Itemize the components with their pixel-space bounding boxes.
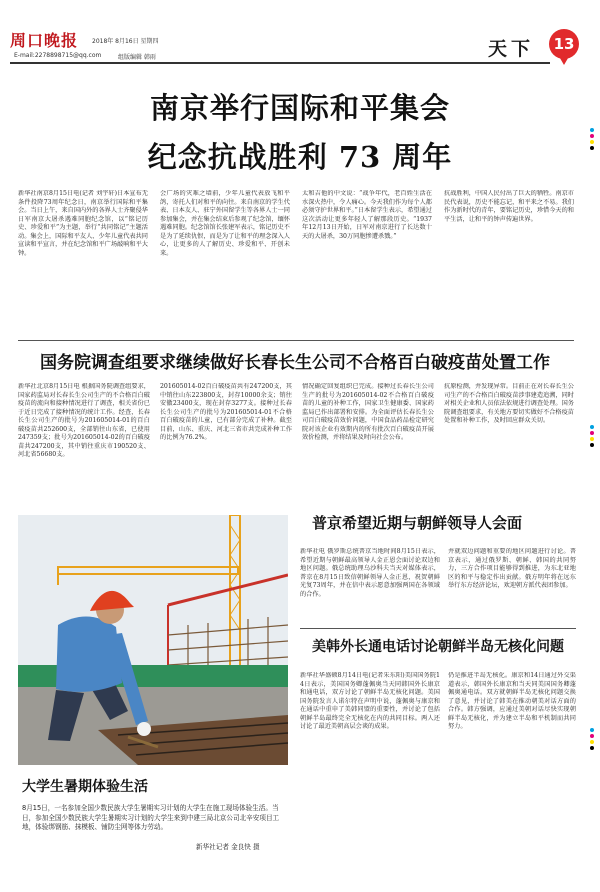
email-address: E-mail:2278898715@qq.com: [14, 52, 102, 59]
main-story-column-1: 新华社南京8月15日电(记者 刘宇轩)日本宣布无条件投降73周年纪念日，南京举行国际和平集会。当日上午，来自国内外的各界人士齐聚侵华日军南京大屠杀遇难同胞纪念馆，以“铭记历史、珍爱和平”为主题，举行“共同铭记”主题活动。集会上，国际和平友人、少年儿童代表共同宣读和平宣言，并在纪念馆和平广场敲响和平大钟。: [18, 190, 148, 257]
story3-column-1: 新华社电 俄罗斯总统普京当地时间8月15日表示，希望近期与朝鲜最高领导人金正恩会面讨论双边和地区问题。俄总统助理乌沙科夫当天对媒体表示，普京在8月15日致信朝鲜领导人金正恩，祝贺朝鲜光复73周年，并在信中表示愿意加强两国在各领域的合作。: [300, 548, 440, 598]
main-story-column-2: 会广场的灾难之墙前，少年儿童代表放飞和平鸽，寄托人们对和平的向往。来自南京的学生代表、日本友人、驻宁外国留学生等各界人士一同参加集会，并在集会结束后参观了纪念馆，缅怀遇难同胞。纪念馆馆长张建军表示，铭记历史不是为了延续仇恨，而是为了让和平的理念深入人心，让更多的人了解历史、珍爱和平、开创未来。: [160, 190, 290, 257]
issue-date: 2018年 8月16日 星期四: [92, 38, 159, 45]
main-headline-line1: 南京举行国际和平集会: [149, 91, 450, 125]
section-title: 天下: [488, 38, 535, 60]
main-story-column-4: 抗战胜利，中国人民付出了巨大的牺牲。南京市民代表说，历史不能忘记，和平来之不易。我们作为新时代的青年，要铭记历史，珍惜今天的和平生活，让和平的钟声传遍世界。: [444, 190, 574, 223]
story3-headline: 普京希望近期与朝鲜领导人会面: [312, 514, 523, 532]
story4-column-2: 仍是推进半岛无核化。康京和14日通过外交渠道表示，韩国外长康京和当天同美国国务卿蓬佩奥通电话。双方就朝鲜半岛无核化问题交换了意见，并讨论了韩美在推动朝美对话方面的合作。韩方强调，应通过美朝对话尽快实现朝鲜半岛无核化，并为建立半岛和平机制而共同努力。: [448, 672, 576, 730]
story2-column-4: 抗原检测，并发现异常。目前正在对长春长生公司生产的不合格百白破疫苗涉事建造追溯，同时对相关企业和人员依法依规进行调查处理。国务院调查组要求，有关地方要切实做好不合格疫苗处置和补种工作，及时回应群众关切。: [444, 383, 574, 424]
main-headline-line2: 纪念抗战胜利 73 周年: [147, 140, 453, 174]
registration-marks-middle: [590, 425, 594, 447]
story4-column-1: 新华社华盛顿8月14日电(记者朱东阳)美国国务院14日表示，美国国务卿蓬佩奥当天同韩国外长康京和通电话，双方讨论了朝鲜半岛无核化问题。美国国务院发言人诺尔特在声明中说，蓬佩奥与康京和在通话中重申了美韩同盟的重要性，并讨论了包括朝鲜半岛最终完全无核化在内的共同目标。两人还讨论了最近美朝高层会谈的成果。: [300, 672, 440, 730]
registration-marks-bottom: [590, 728, 594, 750]
page-number-badge: 13: [549, 29, 579, 59]
divider-rule: [18, 340, 574, 341]
newspaper-logo: 周口晚报: [10, 31, 79, 50]
story3-column-2: 并就双边问题和重要的地区问题进行讨论。普京表示，通过俄罗斯、朝鲜、韩国的共同努力，三方合作项目能够得到推进，为东北亚地区的和平与稳定作出贡献。俄方明年将在远东举行东方经济论坛，欢迎朝方派代表团参加。: [448, 548, 576, 589]
photo-credit: 新华社记者 金良快 摄: [196, 843, 260, 851]
photo-caption-body: 8月15日，一名参加全国少数民族大学生暑期实习计划的大学生在施工现场体验生活。当日，参加全国少数民族大学生暑期实习计划的大学生来到中建三局北京公司北辛安项目工地，体验绑钢筋、抹模板、铺防尘网等体力劳动。: [22, 804, 280, 831]
story2-column-1: 新华社北京8月15日电 根据国务院调查组要求，国家药监局对长春长生公司生产的不合格百白破疫苗的流向和接种情况进行了调查，相关省份已于近日完成了接种情况的统计工作。经查，长春长生公司生产的批号为201605014-01的百白破疫苗共252600支，全部销往山东省，已使用247359支；批号为201605014-02的百白破疫苗共247200支，其中销往重庆市190520支、河北省56680支。: [18, 383, 150, 458]
story2-column-3: 情况确定回复组织已完成。接种过长春长生公司生产的批号为201605014-02不合格百白破疫苗的儿童的补种工作，国家卫生健康委、国家药监局已作出部署和安排。为全面评估长春长生公司百白破疫苗效价问题，中国食品药品检定研究院对该企业有效期内的所有批次百白破疫苗开展效价检测，并将结果及时向社会公布。: [302, 383, 434, 441]
story4-headline: 美韩外长通电话讨论朝鲜半岛无核化问题: [312, 639, 564, 655]
story2-column-2: 201605014-02百白破疫苗共有247200支，其中销往山东223800支，封存10000余支；销往安徽23400支，现在封存3277支。接种过长春长生公司生产的批号为201605014-01不合格百白破疫苗的儿童，已有部分完成了补种。截至目前，山东、重庆、河北三省市共完成补种工作的比例为76.2%。: [160, 383, 292, 441]
story2-headline: 国务院调查组要求继续做好长春长生公司不合格百白破疫苗处置工作: [40, 353, 550, 373]
header-rule: [10, 62, 550, 64]
photo-caption-title: 大学生暑期体验生活: [22, 779, 148, 795]
construction-photo: [18, 515, 288, 765]
story-divider: [300, 628, 576, 629]
editor-credit: 组版编辑 韩雨: [118, 54, 156, 61]
main-story-column-3: 太和吉他的中文说：“战争年代，老百姓生活在水深火热中，令人痛心。今天我们作为每个人都必须守护世界和平。”日本留学生表示，希望通过这次活动让更多年轻人了解那段历史。“1937年12月13日开始，日军对南京进行了长达数十天的大屠杀，30万同胞惨遭杀戮。”: [302, 190, 432, 240]
photo-illustration: [18, 515, 288, 765]
